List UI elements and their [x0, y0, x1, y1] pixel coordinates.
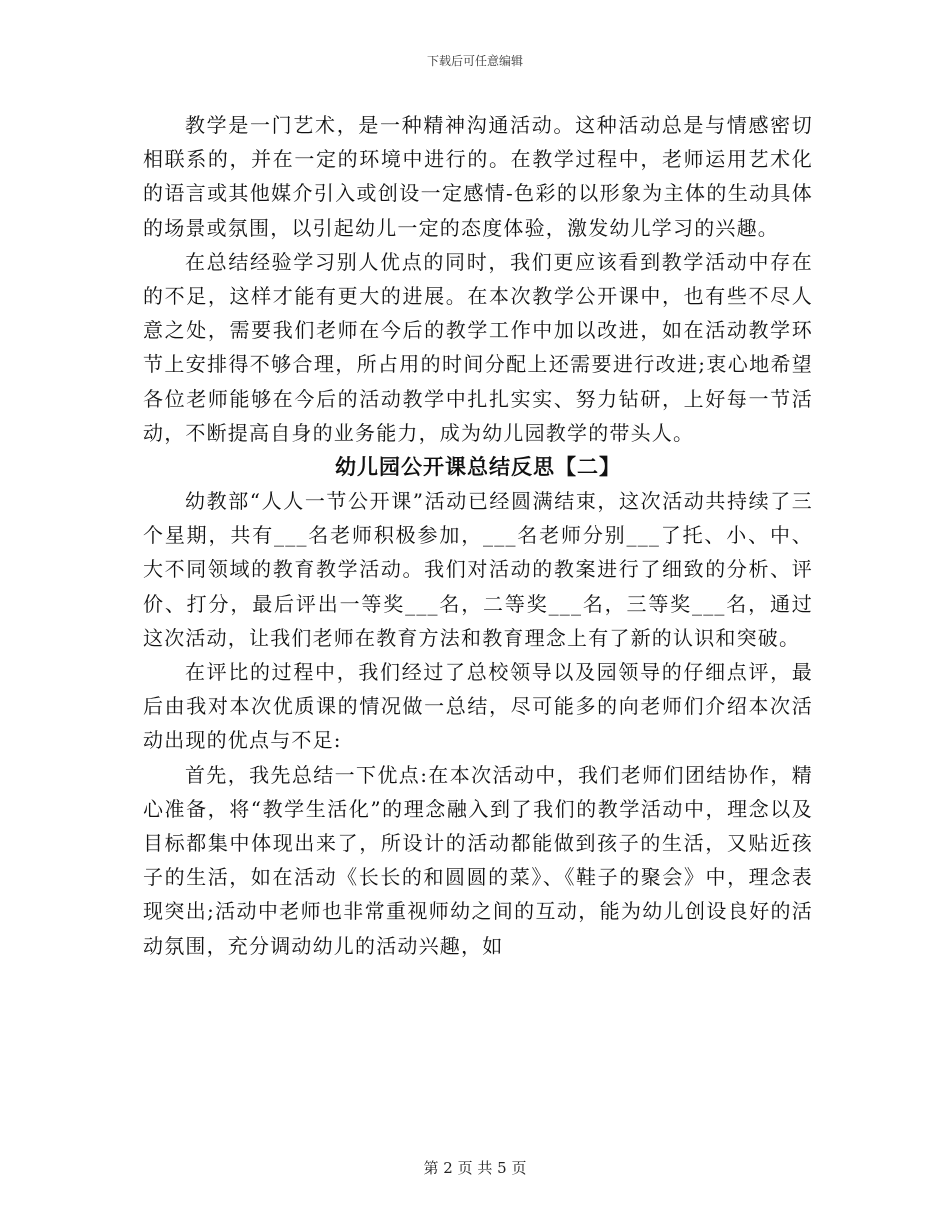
section-title: 幼儿园公开课总结反思【二】	[335, 454, 621, 480]
document-body	[143, 108, 813, 963]
page-header-note: 下载后可任意编辑	[426, 54, 523, 68]
paragraph-shortcomings: 在总结经验学习别人优点的同时，我们更应该看到教学活动中存在的不足，这样才能有更大的进展。在本次教学公开课中，也有些不尽人意之处，需要我们老师在今后的教学工作中加以改进，如在活动教学环节上安排得不够合理，所占用的时间分配上还需要进行改进;衷心地希望各位老师能够在今后的活动教学中扎扎实实、努力钻研，上好每一节活动，不断提高自身的业务能力，成为幼儿园教学的带头人。	[143, 249, 813, 445]
paragraph-activity-summary: 幼教部“人人一节公开课”活动已经圆满结束，这次活动共持续了三个星期，共有___名老师积极参加，___名老师分别___了托、小、中、大不同领域的教育教学活动。我们对活动的教案进行了细致的分析、评价、打分，最后评出一等奖___名，二等奖___名，三等奖___名，通过这次活动，让我们老师在教育方法和教育理念上有了新的认识和突破。	[143, 489, 813, 650]
paragraph-evaluation: 在评比的过程中，我们经过了总校领导以及园领导的仔细点评，最后由我对本次优质课的情况做一总结，尽可能多的向老师们介绍本次活动出现的优点与不足:	[143, 660, 813, 753]
paragraph-teaching-art: 教学是一门艺术，是一种精神沟通活动。这种活动总是与情感密切相联系的，并在一定的环境中进行的。在教学过程中，老师运用艺术化的语言或其他媒介引入或创设一定感情-色彩的以形象为主体的生动具体的场景或氛围，以引起幼儿一定的态度体验，激发幼儿学习的兴趣。	[143, 113, 813, 240]
page-number: 第 2 页 共 5 页	[423, 1159, 527, 1177]
paragraph-strengths: 首先，我先总结一下优点:在本次活动中，我们老师们团结协作，精心准备，将“教学生活化”的理念融入到了我们的教学活动中，理念以及目标都集中体现出来了，所设计的活动都能做到孩子的生活，又贴近孩子的生活，如在活动《长长的和圆圆的菜》、《鞋子的聚会》中，理念表现突出;活动中老师也非常重视师幼之间的互动，能为幼儿创设良好的活动氛围，充分调动幼儿的活动兴趣，如	[143, 762, 813, 958]
